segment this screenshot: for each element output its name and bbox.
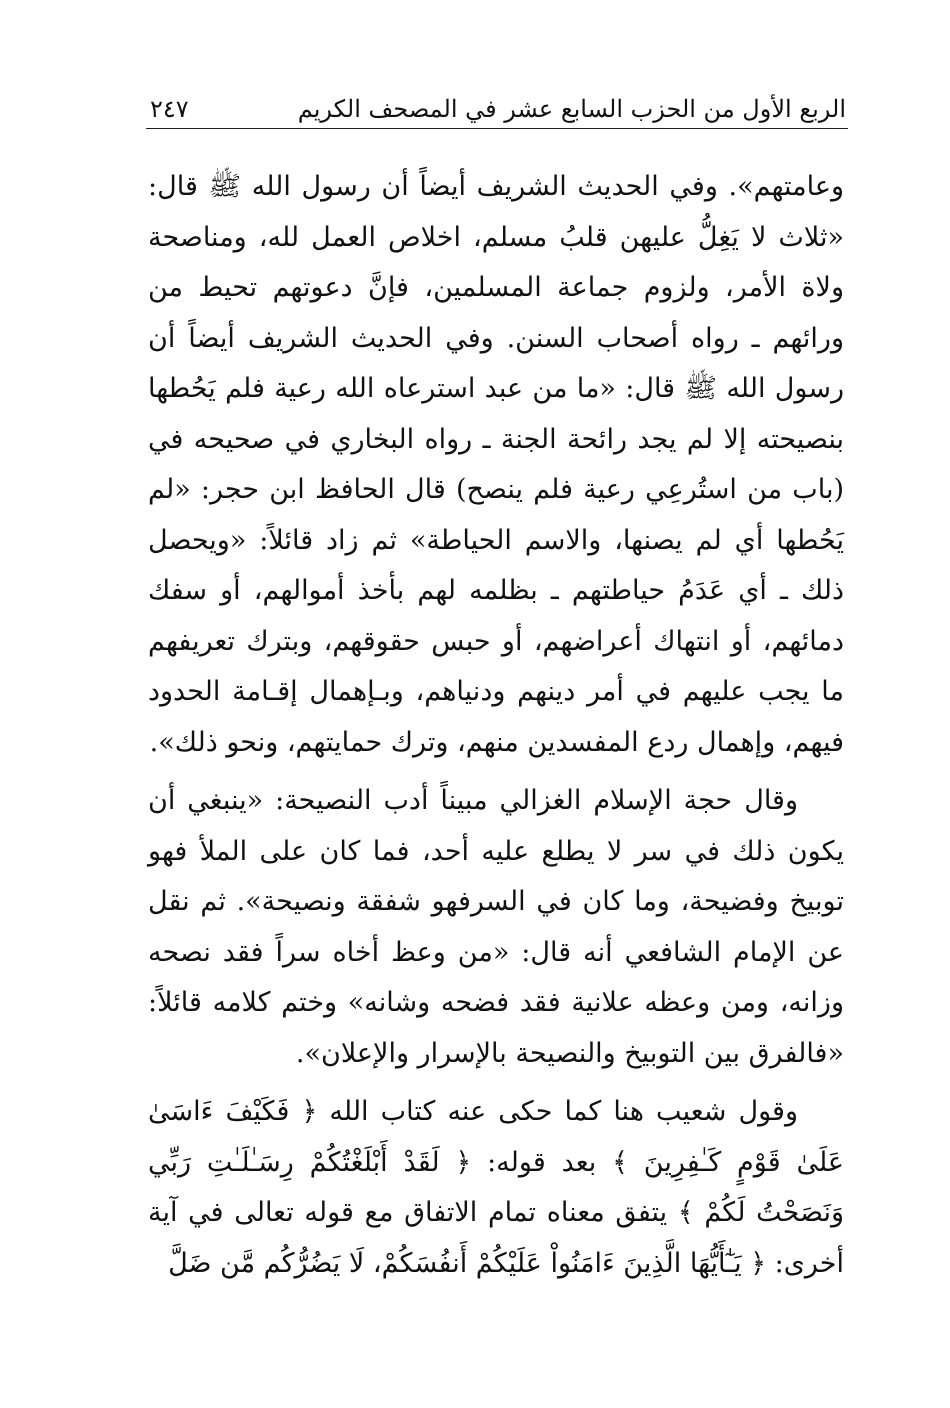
paragraph-shuayb: وقول شعيب هنا كما حكى عنه كتاب الله ﴿ فَكَيْفَ ءَاسَىٰ عَلَىٰ قَوْمٍ كَـٰفِرِينَ ﴾ بعد قوله: ﴿ لَقَدْ أَبْلَغْتُكُمْ رِسَـٰلَـٰتِ رَبِّي وَنَصَحْتُ لَكُمْ ﴾ يتفق معناه تمام الاتفاق مع قوله تعالى في آية أخرى: ﴿ يَـٰٓأَيُّهَا الَّذِينَ ءَامَنُواْ عَلَيْكُمْ أَنفُسَكُمْ، لَا يَضُرُّكُم مَّن ضَلَّ	[148, 1096, 844, 1279]
header-rule	[146, 128, 848, 129]
paragraph-ghazali: وقال حجة الإسلام الغزالي مبيناً أدب النصيحة: «ينبغي أن يكون ذلك في سر لا يطلع عليه أحد، فما كان على الملأ فهو توبيخ وفضيحة، وما كان في السرفهو شفقة ونصيحة». ثم نقل عن الإمام الشافعي أنه قال: «من وعظ أخاه سراً فقد نصحه وزانه، ومن وعظه علانية فقد فضحه وشانه» وختم كلامه قائلاً: «فالفرق بين التوبيخ والنصيحة بالإسرار والإعلان».	[148, 785, 844, 1069]
body-text	[148, 162, 844, 1289]
header-title: الربع الأول من الحزب السابع عشر في المصحف الكريم	[297, 95, 846, 123]
page-number: ٢٤٧	[150, 95, 189, 123]
paragraph-hadith: وعامتهم». وفي الحديث الشريف أيضاً أن رسول الله ﷺ قال: «ثلاث لا يَغِلُّ عليهن قلبُ مسلم، اخلاص العمل لله، ومناصحة ولاة الأمر، ولزوم جماعة المسلمين، فإنَّ دعوتهم تحيط من ورائهم ـ رواه أصحاب السنن. وفي الحديث الشريف أيضاً أن رسول الله ﷺ قال: «ما من عبد استرعاه الله رعية فلم يَحُطها بنصيحته إلا لم يجد رائحة الجنة ـ رواه البخاري في صحيحه في (باب من استُرعِي رعية فلم ينصح) قال الحافظ ابن حجر: «لم يَحُطها أي لم يصنها، والاسم الحياطة» ثم زاد قائلاً: «ويحصل ذلك ـ أي عَدَمُ حياطتهم ـ بظلمه لهم بأخذ أموالهم، أو سفك دمائهم، أو انتهاك أعراضهم، أو حبس حقوقهم، وبترك تعريفهم ما يجب عليهم في أمر دينهم ودنياهم، وبـإهمال إقـامة الحدود فيهم، وإهمال ردع المفسدين منهم، وترك حمايتهم، ونحو ذلك».	[148, 171, 844, 758]
running-header	[150, 84, 846, 124]
